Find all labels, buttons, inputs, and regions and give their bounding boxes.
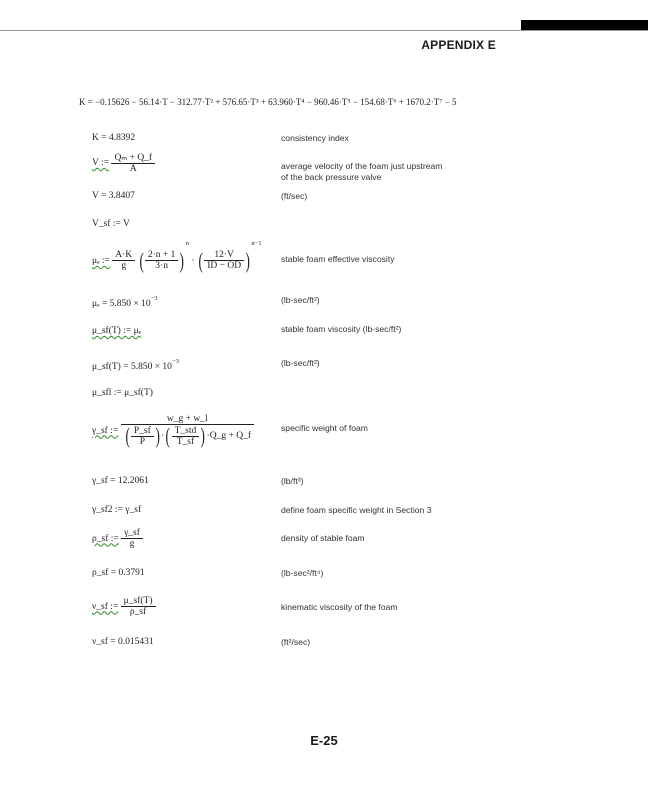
page-number: E-25 xyxy=(310,733,338,748)
mu-e-frac3-num: 12·V xyxy=(204,250,244,261)
mu-sf-def-text: μ_sf(T) := μₑ xyxy=(92,326,142,336)
mu-sf-value-text: μ_sf(T) = 5.850 × 10 xyxy=(92,362,172,372)
gamma-p-open: ( xyxy=(125,423,130,448)
mu-e-value xyxy=(92,295,158,309)
gamma-p-close: ) xyxy=(155,423,160,448)
gamma-temperature-ratio xyxy=(172,426,200,447)
velocity-denominator: A xyxy=(129,164,137,174)
nu-sf-equation xyxy=(92,596,156,617)
mu-e-bracket2-open: ( xyxy=(198,247,203,273)
mu-e-description: stable foam effective viscosity xyxy=(281,254,395,264)
gamma-sf-description: specific weight of foam xyxy=(281,423,368,433)
gamma-pressure-ratio xyxy=(131,426,154,447)
header-rule xyxy=(0,30,648,31)
gamma-p2-den: T_sf xyxy=(176,436,195,447)
nu-sf-lhs: ν_sf := xyxy=(92,601,119,612)
mu-sf-units: (lb-sec/ft²) xyxy=(281,358,320,368)
gamma-sf2-equation: γ_sf2 := γ_sf xyxy=(92,505,142,515)
nu-sf-description: kinematic viscosity of the foam xyxy=(281,602,398,612)
gamma-sf-numerator: w_g + w_l xyxy=(121,414,254,425)
gamma-dot: · xyxy=(161,431,165,441)
mu-e-equation xyxy=(92,240,262,272)
rho-sf-units: (lb-sec²/ft⁴) xyxy=(281,568,324,578)
mu-e-fraction-2 xyxy=(145,250,179,271)
mu-sf-value xyxy=(92,358,179,372)
nu-sf-units: (ft²/sec) xyxy=(281,637,311,647)
mu-e-frac3-den: ID − OD xyxy=(207,261,242,272)
vsf-equation: V_sf := V xyxy=(92,219,130,229)
mu-sf-value-exponent: −3 xyxy=(171,358,179,365)
gamma-sf-equation xyxy=(92,414,254,447)
mu-e-frac1-num: A·K xyxy=(112,250,135,261)
mu-e-units: (lb-sec/ft²) xyxy=(281,295,320,305)
mu-sf-description: stable foam viscosity (lb-sec/ft²) xyxy=(281,324,402,334)
gamma-sf-value: γ_sf = 12.2061 xyxy=(92,476,149,486)
velocity-numerator: Qₘ + Q_f xyxy=(111,152,155,164)
gamma-p1-num: P_sf xyxy=(131,426,154,437)
velocity-units: (ft/sec) xyxy=(281,191,308,201)
mu-e-frac1-den: g xyxy=(121,261,127,272)
gamma-sf-lhs: γ_sf := xyxy=(92,425,119,436)
velocity-equation xyxy=(92,152,155,174)
rho-sf-numerator: γ_sf xyxy=(121,528,143,539)
velocity-description-1: average velocity of the foam just upstream xyxy=(281,161,443,171)
gamma-sf2-description: define foam specific weight in Section 3 xyxy=(281,505,432,515)
gamma-sf-denominator xyxy=(121,425,254,447)
mu-e-fraction-1 xyxy=(112,250,135,271)
nu-sf-numerator: μ_sf(T) xyxy=(121,596,156,607)
mu-e-bracket-open: ( xyxy=(139,247,144,273)
gamma-p1-den: P xyxy=(139,436,145,447)
k-description: consistency index xyxy=(281,133,349,143)
nu-sf-value: ν_sf = 0.015431 xyxy=(92,637,154,647)
gamma-sf-fraction xyxy=(121,414,254,447)
mu-sf-definition xyxy=(92,326,141,336)
mu-e-exponent-2: n−1 xyxy=(251,240,262,247)
velocity-fraction xyxy=(111,152,155,174)
mu-e-fraction-3 xyxy=(204,250,244,271)
rho-sf-value: ρ_sf = 0.3791 xyxy=(92,568,145,578)
mu-e-dot: · xyxy=(191,255,195,266)
rho-sf-description: density of stable foam xyxy=(281,533,365,543)
gamma-tail: ·Q_g + Q_f xyxy=(206,431,251,441)
k-value: K = 4.8392 xyxy=(92,133,136,143)
gamma-t-close: ) xyxy=(200,423,206,448)
mu-e-value-text: μₑ = 5.850 × 10 xyxy=(92,299,151,309)
mu-e-frac2-num: 2·n + 1 xyxy=(145,250,179,261)
mu-e-frac2-den: 3·n xyxy=(155,261,168,272)
rho-sf-denominator: g xyxy=(129,539,135,549)
nu-sf-fraction xyxy=(121,596,156,617)
velocity-lhs: V := xyxy=(92,158,110,168)
k-polynomial-equation: K = −0.15626 − 56.14·T − 312.77·T² + 576.65·T³ + 63.960·T⁴ − 960.46·T⁵ − 154.68·T⁶ + 1670.2·T⁷ − 5 xyxy=(79,97,457,107)
appendix-heading: APPENDIX E xyxy=(421,38,496,52)
mu-e-exponent-1: n xyxy=(185,240,189,247)
nu-sf-denominator: ρ_sf xyxy=(129,607,147,617)
gamma-t-open: ( xyxy=(165,423,171,448)
mu-e-lhs: μₑ := xyxy=(92,255,110,266)
velocity-description-2: of the back pressure valve xyxy=(281,172,382,182)
rho-sf-fraction xyxy=(121,528,143,549)
mu-e-value-exponent: −3 xyxy=(150,295,158,302)
mu-e-bracket2-close: ) xyxy=(245,247,250,273)
gamma-p2-num: T_std xyxy=(172,426,200,437)
mu-e-bracket-close: ) xyxy=(179,247,185,273)
rho-sf-equation xyxy=(92,528,143,549)
mu-sfl-equation: μ_sfl := μ_sf(T) xyxy=(92,388,153,398)
gamma-sf-units: (lb/ft³) xyxy=(281,476,304,486)
rho-sf-lhs: ρ_sf := xyxy=(92,533,119,544)
velocity-value: V = 3.8407 xyxy=(92,191,135,201)
